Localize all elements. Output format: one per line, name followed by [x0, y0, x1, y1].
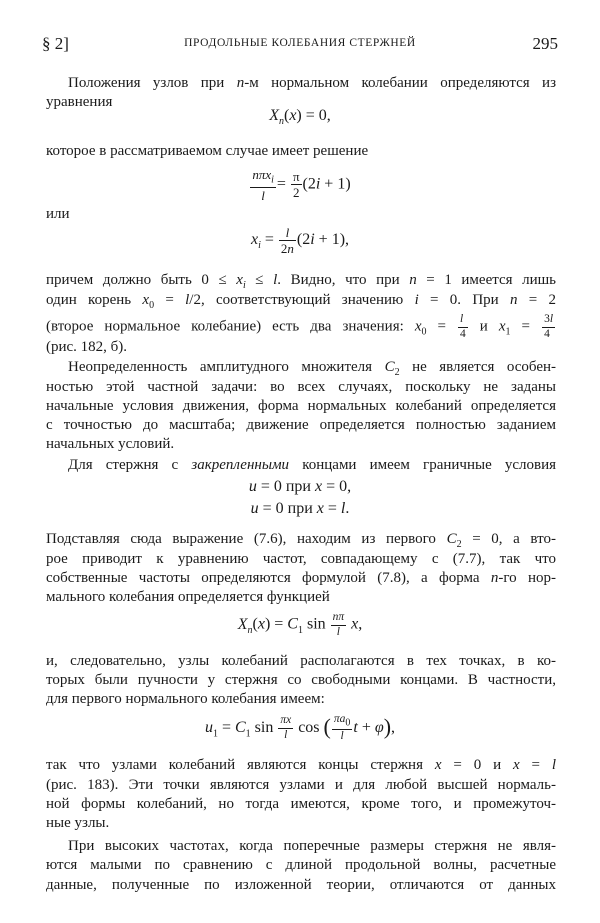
- text-line: с точностью до масштаба; движение определяется полностью заданием: [46, 417, 556, 433]
- text-line: При высоких частотах, когда поперечные размеры стержня не явля-: [68, 838, 556, 854]
- page-header: [42, 34, 558, 56]
- equation: $X_n(x) = 0$,: [269, 107, 331, 128]
- text-line: торых были пучности у стержня со свободными концами. В частности,: [46, 672, 556, 688]
- text-line: ные узлы.: [46, 815, 110, 831]
- text-line: Для стержня с закрепленными концами имеем граничные условия: [68, 457, 557, 473]
- text-line: так что узлами колебаний являются концы стержня x = 0 и x = l: [46, 757, 557, 773]
- text-line: которое в рассматриваемом случае имеет решение: [46, 143, 369, 159]
- equation: $u_1 = C_1$ sin $\frac{\pi x}{l}$ cos ( $\frac{\pi a_0}{l}$ t + φ),: [204, 713, 396, 743]
- text-line: собственные частоты определяются формулой (7.8), а форма n-го нор-: [46, 570, 556, 586]
- text-line: или: [46, 206, 70, 222]
- text-line: начальных условий.: [46, 436, 175, 452]
- text-line: (второе нормальное колебание) есть два значения: $x_0$ = $\frac{l}{4}$ и $x_1$ = $\frac{3l}{4}$: [46, 313, 554, 340]
- text-line: ются малыми по сравнению с длиной продольной волны, расчетные: [46, 857, 556, 873]
- text-line: Неопределенность амплитудного множителя $C_2$ не является особен-: [68, 359, 557, 378]
- equation: $x_i$ = $\frac{l}{2n}$ (2i + 1),: [250, 225, 350, 256]
- equation: $\frac{n\pi x_i}{l}$ = $\frac{\pi}{2}$ (2i + 1): [252, 167, 351, 203]
- text-line: начальные условия движения, форма нормальных колебаний определяется: [46, 398, 556, 414]
- text-line: рое приводит к уравнению частот, совпадающему с (7.7), так что: [46, 551, 556, 567]
- equation: $X_n(x) = C_1$ sin $\frac{n\pi}{l}$ x,: [237, 611, 363, 638]
- running-title: ПРОДОЛЬНЫЕ КОЛЕБАНИЯ СТЕРЖНЕЙ: [184, 37, 416, 49]
- page-number: 295: [532, 34, 558, 53]
- text-line: ностью этой частной задачи: во всех случаях, поскольку не заданы: [46, 379, 556, 395]
- text-line: для первого нормального колебания имеем:: [46, 691, 325, 707]
- text-line: один корень $x_0 = l/2$, соответствующий значению i = 0. При n = 2: [46, 292, 557, 311]
- text-line: Положения узлов при n-м нормальном колебании определяются из: [68, 75, 556, 91]
- text-line: Подставляя сюда выражение (7.6), находим из первого $C_2 = 0$, а вто-: [46, 531, 556, 550]
- text-line: ной формы колебаний, но тогда имеются, кроме того, и промежуточ-: [46, 796, 556, 812]
- text-line: данные, полученные по изложенной теории, отличаются от данных: [46, 877, 556, 893]
- equation: u = 0 при x = l.: [250, 500, 350, 517]
- text-line: и, следовательно, узлы колебаний располагаются в тех точках, в ко-: [46, 653, 556, 669]
- text-line: уравнения: [46, 94, 113, 110]
- text-line: (рис. 182, б).: [46, 339, 128, 355]
- text-line: (рис. 183). Эти точки являются узлами и для любой высшей нормаль-: [46, 777, 556, 793]
- text-line: причем должно быть $0 \le x_i \le l$. Видно, что при n = 1 имеется лишь: [46, 272, 557, 291]
- equation: u = 0 при x = 0,: [248, 478, 352, 495]
- text-line: мального колебания определяется функцией: [46, 589, 330, 605]
- section-mark: § 2]: [42, 34, 69, 53]
